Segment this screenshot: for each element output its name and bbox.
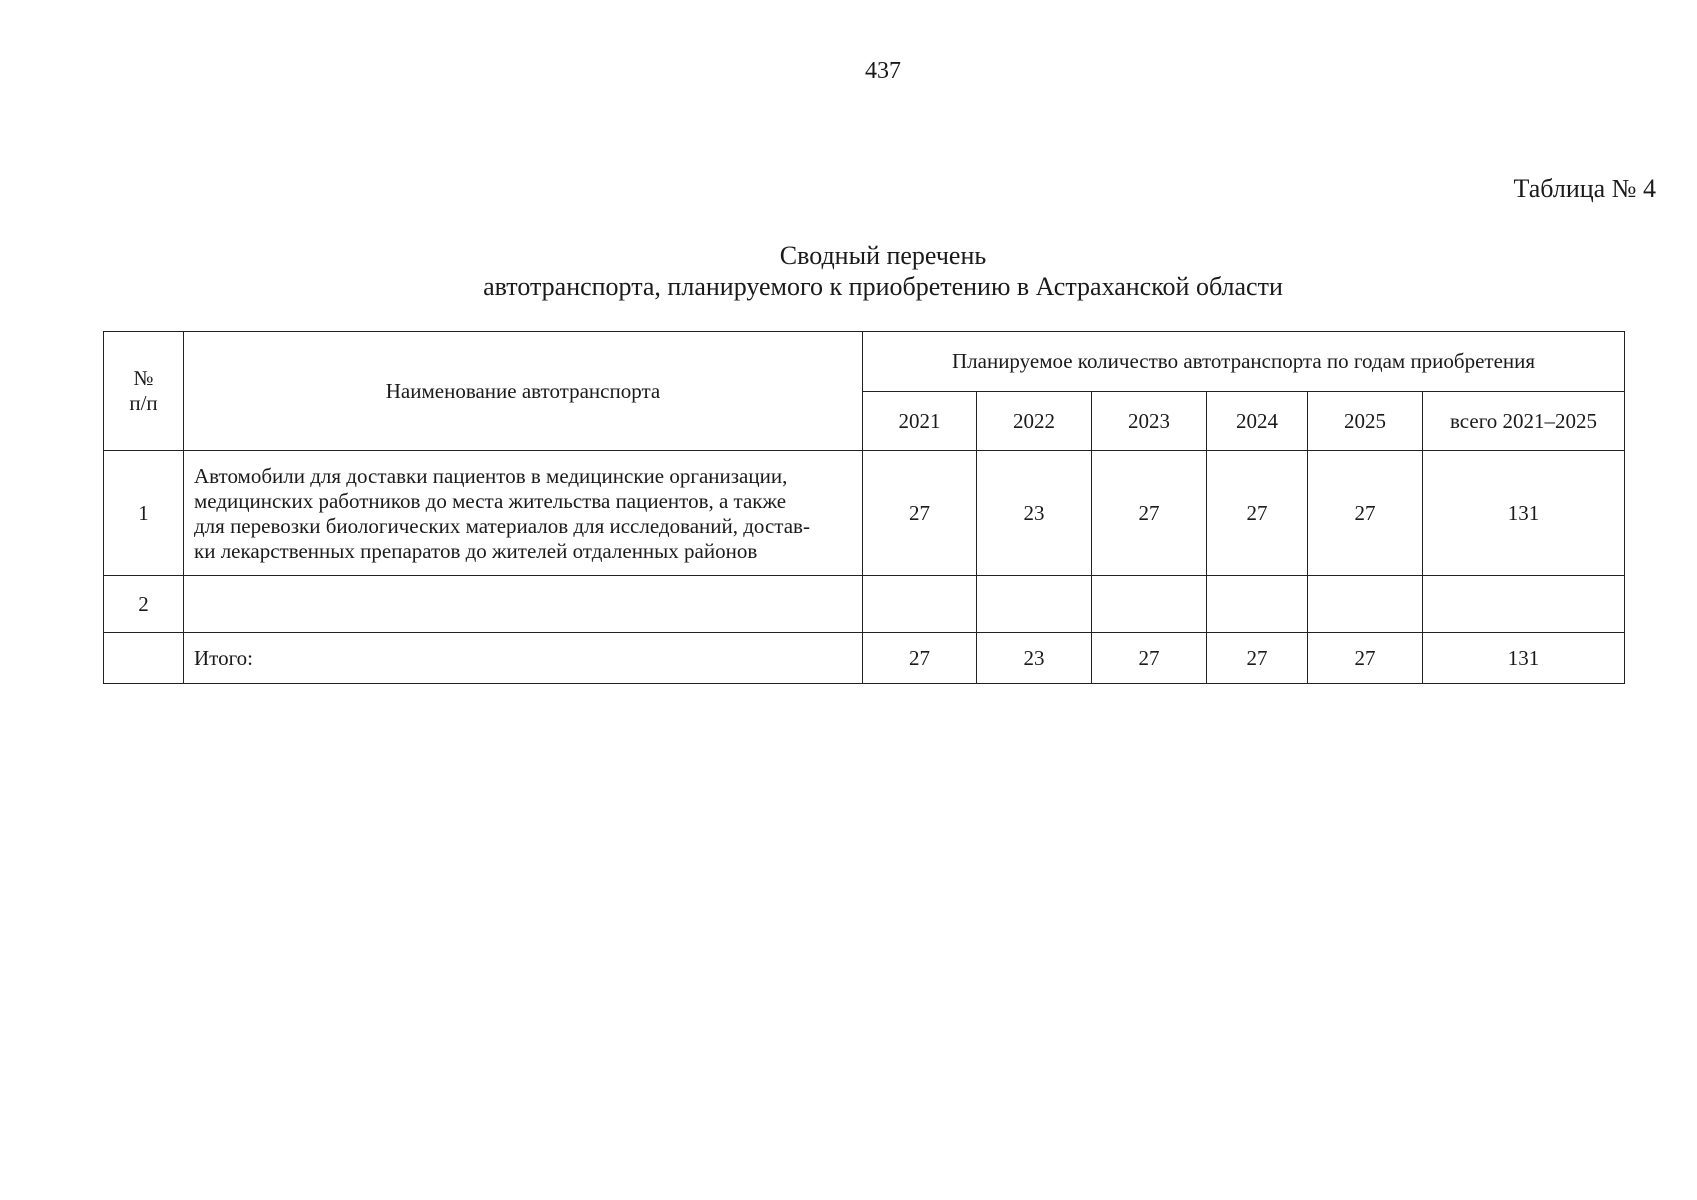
title-line-2: автотранспорта, планируемого к приобретению в Астраханской области (483, 272, 1283, 301)
table-label: Таблица № 4 (1513, 174, 1656, 203)
header-year-2023: 2023 (1092, 392, 1207, 451)
row-name (184, 451, 863, 576)
row-value-2022: 23 (977, 451, 1092, 576)
row-value-total: 131 (1423, 451, 1625, 576)
header-name: Наименование автотранспорта (184, 332, 863, 451)
row-value-2025 (1308, 576, 1423, 633)
row-value-total (1423, 576, 1625, 633)
total-value-all: 131 (1423, 633, 1625, 684)
table-row (104, 576, 1625, 633)
row-name (184, 576, 863, 633)
header-number-line-1: № (133, 366, 154, 390)
summary-table (103, 331, 1625, 684)
row-value-2024: 27 (1207, 451, 1308, 576)
header-year-2024: 2024 (1207, 392, 1308, 451)
header-number-line-2: п/п (129, 391, 158, 415)
row-name-line: Автомобили для доставки пациентов в медицинские организации, (194, 464, 788, 488)
document-title (0, 240, 1697, 302)
row-name-line: ки лекарственных препаратов до жителей отдаленных районов (194, 539, 758, 563)
header-number (104, 332, 184, 451)
total-value-2023: 27 (1092, 633, 1207, 684)
table-row (104, 451, 1625, 576)
row-value-2021 (863, 576, 977, 633)
total-value-2021: 27 (863, 633, 977, 684)
total-value-2022: 23 (977, 633, 1092, 684)
header-year-2021: 2021 (863, 392, 977, 451)
title-line-1: Сводный перечень (779, 241, 987, 270)
row-value-2023: 27 (1092, 451, 1207, 576)
header-year-2025: 2025 (1308, 392, 1423, 451)
header-group: Планируемое количество автотранспорта по годам приобретения (863, 332, 1625, 392)
row-value-2022 (977, 576, 1092, 633)
row-number: 1 (104, 451, 184, 576)
row-value-2023 (1092, 576, 1207, 633)
row-number: 2 (104, 576, 184, 633)
row-name-line: для перевозки биологических материалов для исследований, достав- (194, 514, 810, 538)
total-label: Итого: (184, 633, 863, 684)
header-total-years: всего 2021–2025 (1423, 392, 1625, 451)
row-value-2025: 27 (1308, 451, 1423, 576)
total-row (104, 633, 1625, 684)
page-number: 437 (865, 58, 901, 84)
total-value-2024: 27 (1207, 633, 1308, 684)
header-year-2022: 2022 (977, 392, 1092, 451)
header-row-1 (104, 332, 1625, 392)
total-value-2025: 27 (1308, 633, 1423, 684)
row-value-2024 (1207, 576, 1308, 633)
row-name-line: медицинских работников до места жительства пациентов, а также (194, 489, 787, 513)
row-value-2021: 27 (863, 451, 977, 576)
total-number (104, 633, 184, 684)
